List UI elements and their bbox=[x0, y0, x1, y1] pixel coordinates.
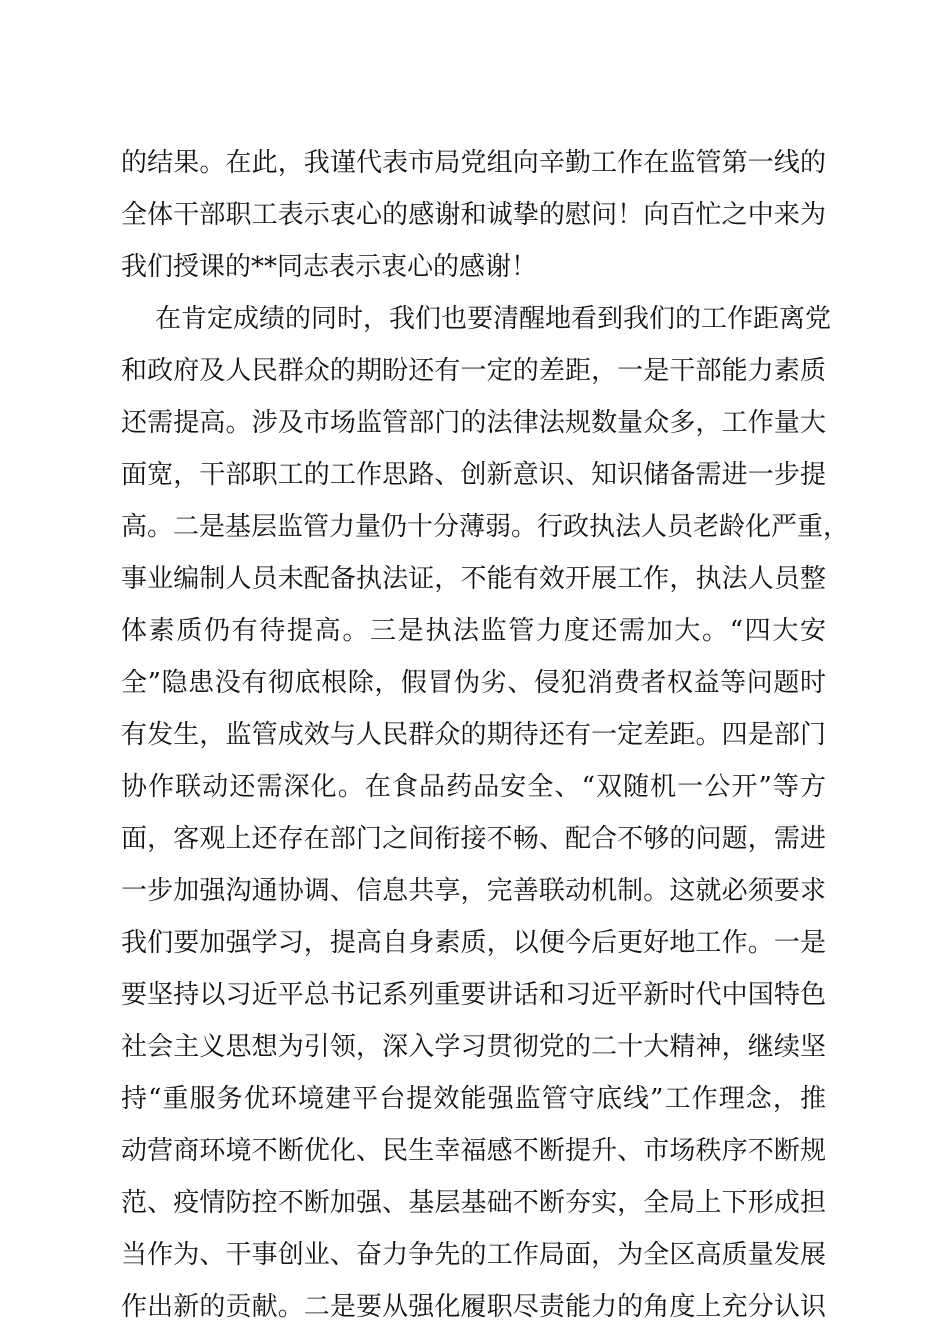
text-line: 全”隐患没有彻底根除，假冒伪劣、侵犯消费者权益等问题时 bbox=[121, 668, 826, 698]
text-line: 持“重服务优环境建平台提效能强监管守底线”工作理念，推 bbox=[121, 1084, 826, 1114]
text-line: 我们授课的**同志表示衷心的感谢！ bbox=[121, 252, 538, 282]
text-line: 协作联动还需深化。在食品药品安全、“双随机一公开”等方 bbox=[121, 772, 826, 802]
body-text bbox=[121, 137, 850, 1333]
paragraph-1 bbox=[121, 137, 826, 293]
text-line: 当作为、干事创业、奋力争先的工作局面，为全区高质量发展 bbox=[121, 1240, 826, 1270]
text-line: 在肯定成绩的同时，我们也要清醒地看到我们的工作距离党 bbox=[155, 304, 832, 334]
text-line: 有发生，监管成效与人民群众的期待还有一定差距。四是部门 bbox=[121, 720, 826, 750]
text-line: 一步加强沟通协调、信息共享，完善联动机制。这就必须要求 bbox=[121, 876, 826, 906]
text-line: 范、疫情防控不断加强、基层基础不断夯实，全局上下形成担 bbox=[121, 1188, 826, 1218]
text-line: 体素质仍有待提高。三是执法监管力度还需加大。“四大安 bbox=[121, 616, 826, 646]
text-line: 高。二是基层监管力量仍十分薄弱。行政执法人员老龄化严重， bbox=[121, 512, 850, 542]
text-line: 面，客观上还存在部门之间衔接不畅、配合不够的问题，需进 bbox=[121, 824, 826, 854]
text-line: 社会主义思想为引领，深入学习贯彻党的二十大精神，继续坚 bbox=[121, 1032, 826, 1062]
text-line: 要坚持以习近平总书记系列重要讲话和习近平新时代中国特色 bbox=[121, 980, 826, 1010]
text-line: 我们要加强学习，提高自身素质，以便今后更好地工作。一是 bbox=[121, 928, 826, 958]
text-line: 作出新的贡献。二是要从强化履职尽责能力的角度上充分认识 bbox=[121, 1292, 826, 1322]
text-line: 还需提高。涉及市场监管部门的法律法规数量众多，工作量大 bbox=[121, 408, 826, 438]
text-line: 和政府及人民群众的期盼还有一定的差距，一是干部能力素质 bbox=[121, 356, 826, 386]
text-line: 全体干部职工表示衷心的感谢和诚挚的慰问！向百忙之中来为 bbox=[121, 200, 826, 230]
text-line: 的结果。在此，我谨代表市局党组向辛勤工作在监管第一线的 bbox=[121, 148, 826, 178]
text-line: 动营商环境不断优化、民生幸福感不断提升、市场秩序不断规 bbox=[121, 1136, 826, 1166]
paragraph-2 bbox=[121, 293, 850, 1333]
text-line: 事业编制人员未配备执法证，不能有效开展工作，执法人员整 bbox=[121, 564, 826, 594]
text-line: 面宽，干部职工的工作思路、创新意识、知识储备需进一步提 bbox=[121, 460, 826, 490]
